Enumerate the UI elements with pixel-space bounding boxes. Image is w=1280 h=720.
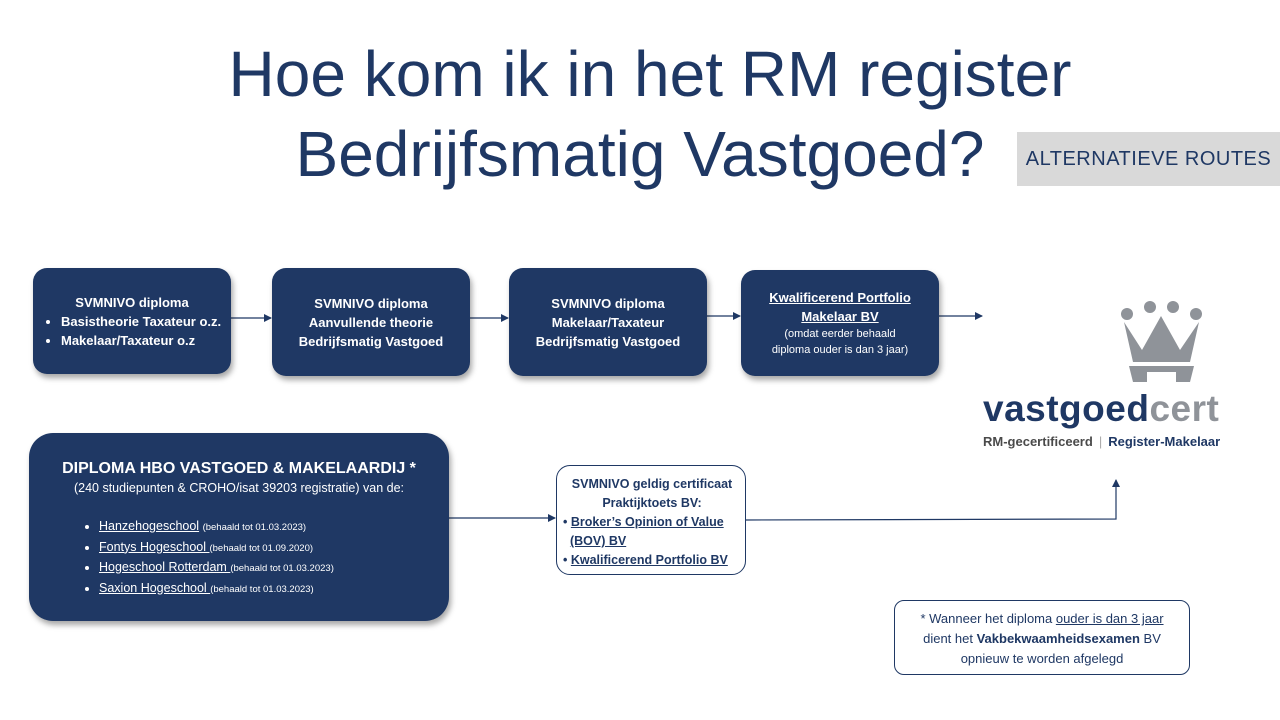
footnote-bold: Vakbekwaamheidsexamen	[976, 631, 1140, 646]
step-box-line: SVMNIVO diploma	[314, 295, 428, 311]
school-note: (behaald tot 01.03.2023)	[202, 522, 307, 533]
school-item	[99, 558, 439, 579]
portfolio-sub-1: (omdat eerder behaald	[784, 328, 896, 340]
step-box-kwalificerend-portfolio	[741, 270, 939, 376]
portfolio-title-2[interactable]: Makelaar BV	[801, 309, 879, 324]
bov-link-2[interactable]: (BOV) BV	[569, 534, 627, 548]
logo-word-b: cert	[1149, 388, 1220, 429]
alternative-routes-badge: ALTERNATIEVE ROUTES	[1017, 132, 1280, 186]
school-link[interactable]: Hogeschool Rotterdam	[99, 560, 231, 574]
step-box-basistheorie	[33, 268, 231, 374]
portfolio-link[interactable]: Kwalificerend Portfolio BV	[570, 553, 728, 567]
step-box-title: SVMNIVO diploma	[75, 294, 189, 310]
footnote-text: dient het	[923, 631, 977, 646]
school-link[interactable]: Saxion Hogeschool	[99, 580, 211, 595]
certificate-item-bov-2	[563, 532, 741, 551]
logo-tag-b: Register-Makelaar	[1108, 434, 1221, 449]
step-box-makelaar-taxateur	[509, 268, 707, 376]
school-note: (behaald tot 01.03.2023)	[210, 583, 314, 595]
certificate-item-portfolio: • Kwalificerend Portfolio BV	[563, 553, 728, 567]
logo-tagline	[983, 434, 1220, 449]
bov-link[interactable]: Broker’s Opinion of Value	[570, 515, 724, 529]
school-link[interactable]: Fontys Hogeschool	[99, 539, 210, 554]
footnote-line2	[895, 629, 1189, 649]
hbo-subheading: (240 studiepunten & CROHO/isat 39203 registratie) van de:	[73, 481, 405, 495]
footnote-underline: ouder is dan 3 jaar	[1055, 611, 1164, 626]
hbo-heading: DIPLOMA HBO VASTGOED & MAKELAARDIJ *	[62, 460, 416, 477]
certificate-line1: SVMNIVO geldig certificaat	[571, 477, 733, 491]
certificate-line2: Praktijktoets BV:	[602, 496, 702, 510]
step-box-aanvullende-theorie	[272, 268, 470, 376]
vastgoedcert-logo	[983, 388, 1219, 430]
footnote-box	[894, 600, 1190, 675]
portfolio-title-1[interactable]: Kwalificerend Portfolio	[769, 290, 911, 305]
list-item: • Makelaar/Taxateur o.z	[61, 331, 223, 350]
step-box-line: Bedrijfsmatig Vastgoed	[298, 333, 444, 349]
school-note: (behaald tot 01.03.2023)	[230, 563, 334, 574]
school-link[interactable]: Hanzehogeschool	[99, 519, 200, 533]
footnote-line3: opnieuw te worden afgelegd	[960, 651, 1124, 666]
school-note: (behaald tot 01.09.2020)	[209, 542, 314, 554]
step-box-line: Makelaar/Taxateur	[551, 314, 665, 330]
footnote-line1	[895, 609, 1189, 629]
hbo-diploma-box	[29, 433, 449, 621]
certificate-box	[556, 465, 746, 575]
step-box-line: SVMNIVO diploma	[551, 295, 665, 311]
portfolio-sub-2: diploma ouder is dan 3 jaar)	[771, 344, 909, 356]
arrow-cert-logo	[746, 480, 1116, 520]
page-title-line2: Bedrijfsmatig Vastgoed?	[295, 118, 985, 190]
step-box-line: Bedrijfsmatig Vastgoed	[535, 333, 681, 349]
page-title-line1: Hoe kom ik in het RM register	[228, 38, 1072, 110]
logo-tag-a: RM-gecertificeerd	[983, 434, 1093, 449]
certificate-item-bov: • Broker’s Opinion of Value	[563, 515, 724, 529]
footnote-text: * Wanneer het diploma	[920, 611, 1056, 626]
list-item: • Basistheorie Taxateur o.z.	[61, 312, 223, 331]
step-box-line: Aanvullende theorie	[308, 314, 434, 330]
logo-word-a: vastgoed	[983, 388, 1150, 429]
school-item	[99, 579, 439, 600]
school-item	[99, 538, 439, 559]
logo-tag-sep: |	[1098, 434, 1103, 449]
footnote-text: BV	[1139, 631, 1161, 646]
school-item	[99, 517, 439, 538]
